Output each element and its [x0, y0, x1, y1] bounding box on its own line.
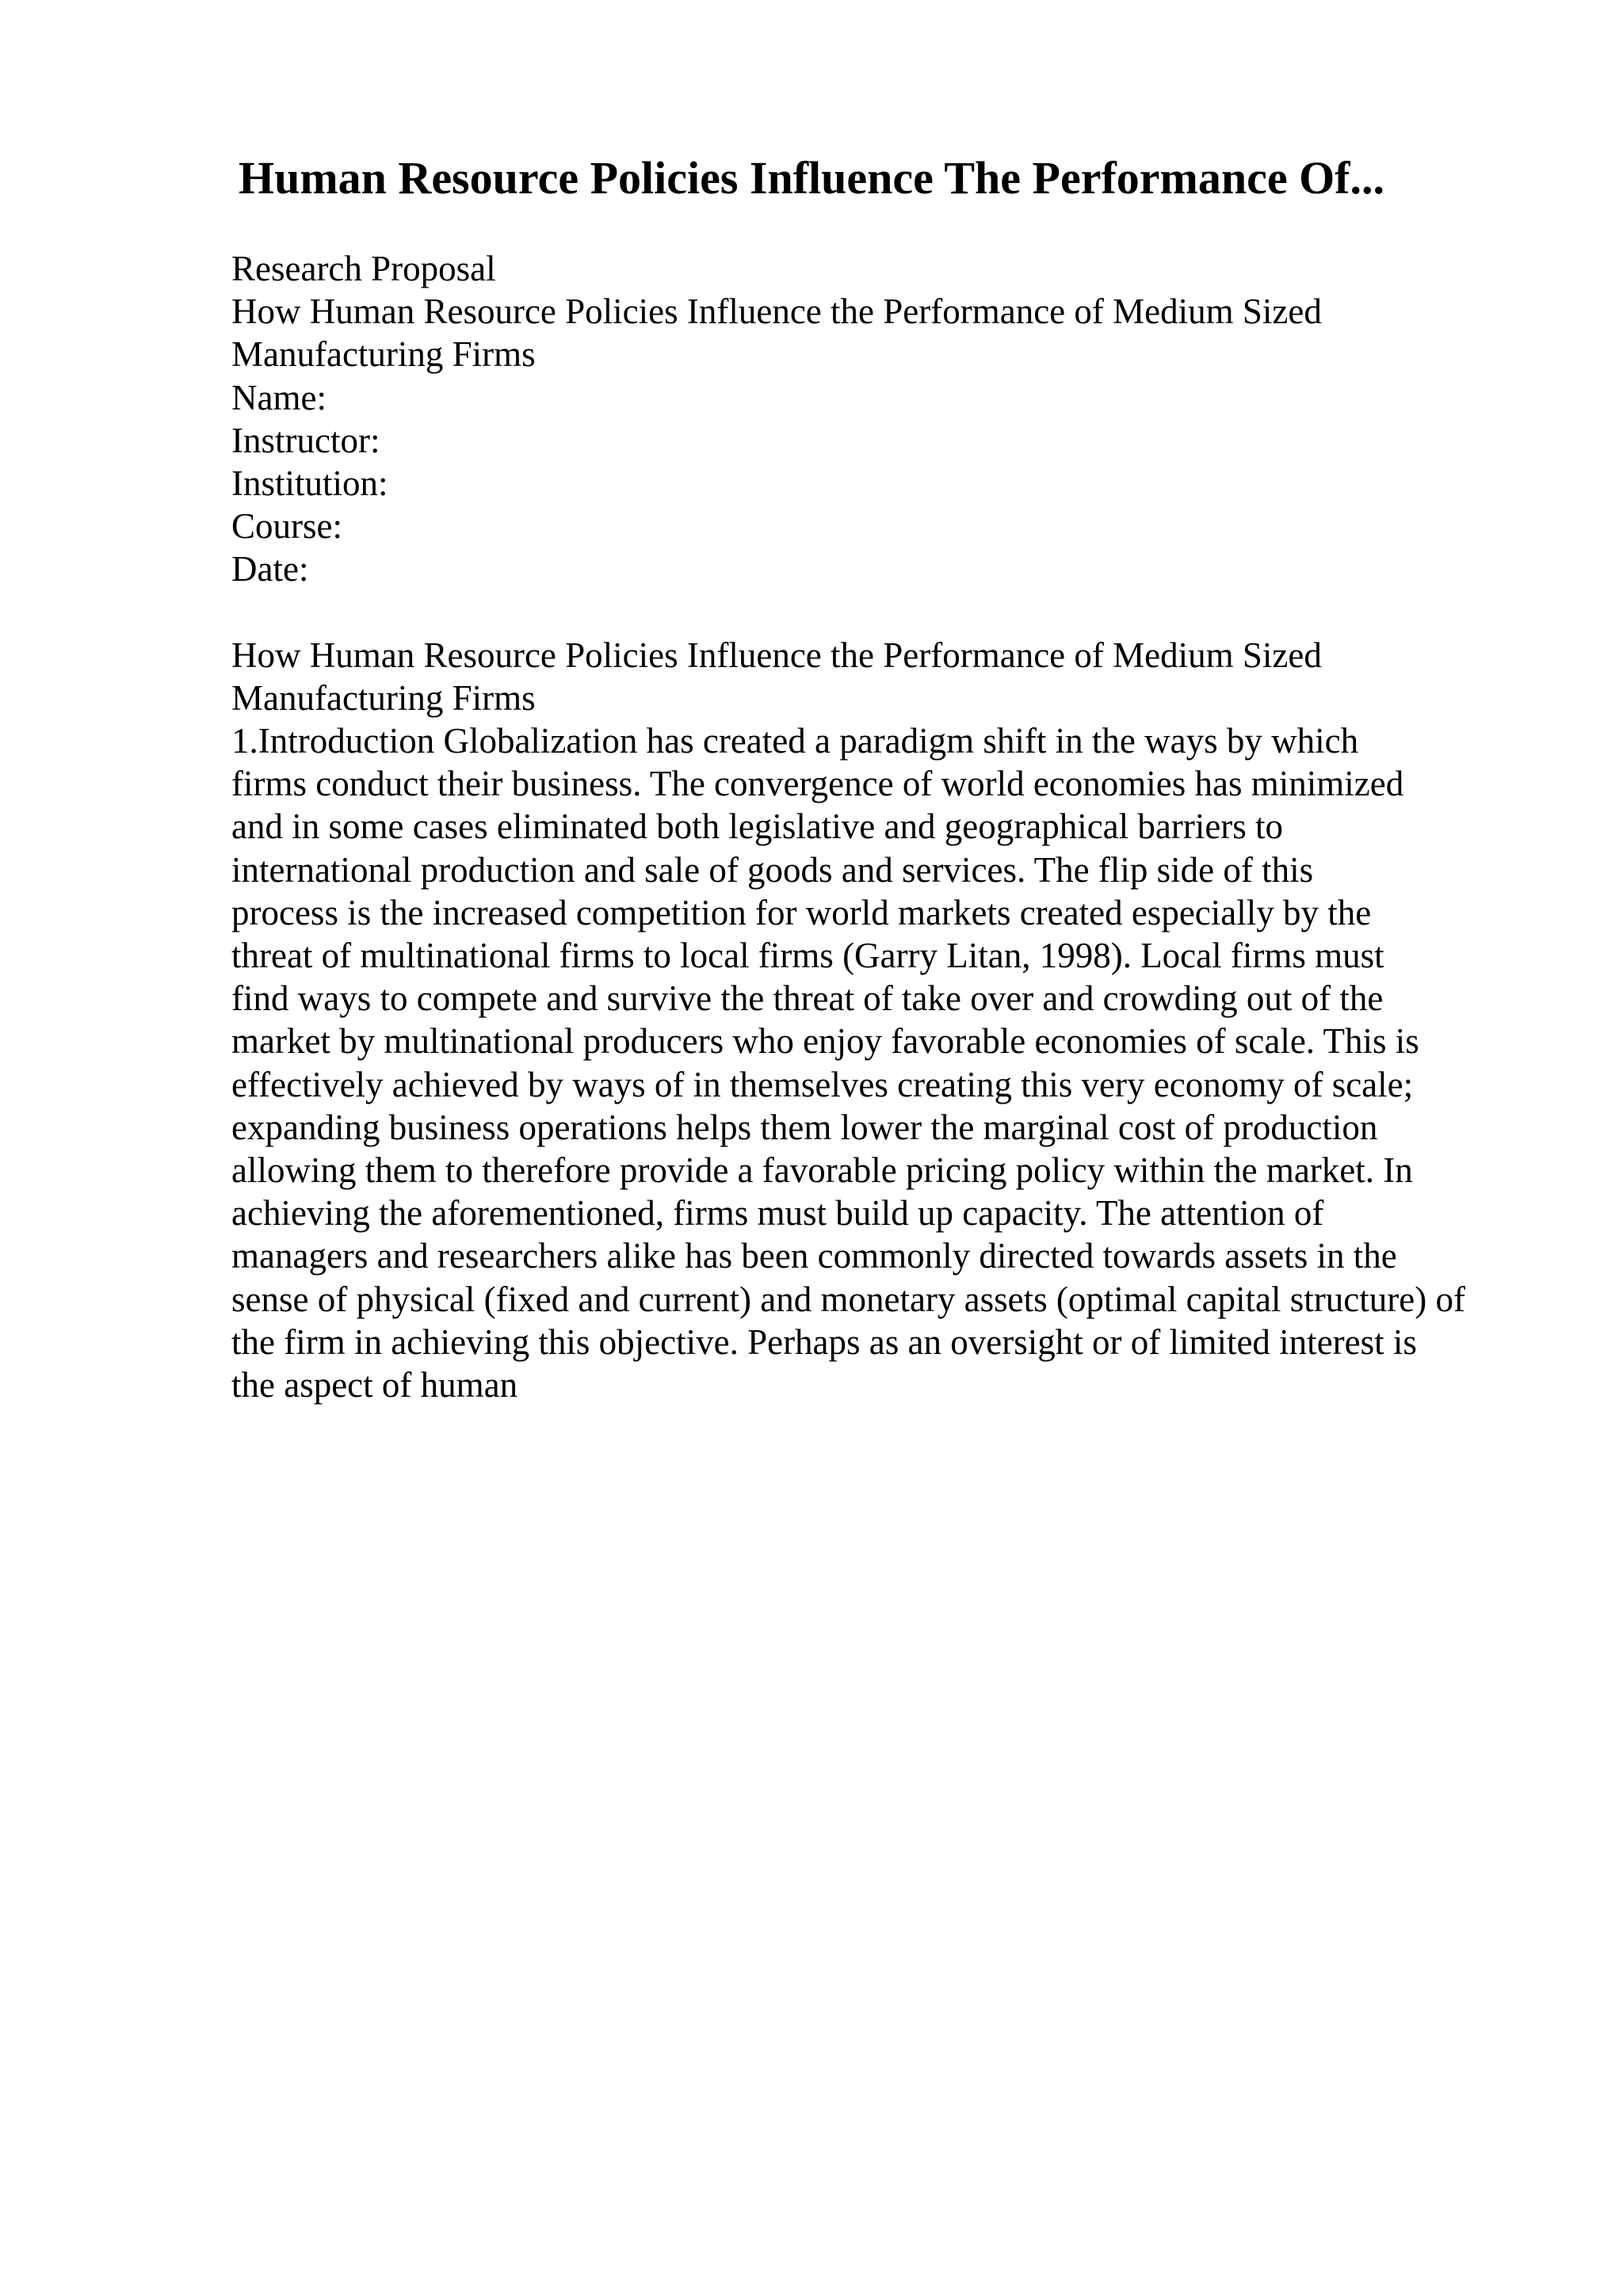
introduction-text-line: and in some cases eliminated both legislative and geographical barriers to [231, 807, 1284, 847]
paragraph-spacer [231, 591, 1579, 634]
introduction-text-line: international production and sale of goods and services. The flip side of this [231, 849, 1314, 890]
introduction-text-line: sense of physical (fixed and current) and monetary assets (optimal capital structure) of [231, 1279, 1465, 1319]
introduction-text-line: threat of multinational firms to local firms (Garry Litan, 1998). Local firms must [231, 936, 1384, 975]
introduction-text-line: the firm in achieving this objective. Perhaps as an oversight or of limited interest is [231, 1322, 1417, 1362]
institution-field-label: Institution: [231, 463, 388, 503]
introduction-text-line: allowing them to therefore provide a favorable pricing policy within the market. In [231, 1150, 1413, 1190]
introduction-text-line: expanding business operations helps them lower the marginal cost of production [231, 1107, 1378, 1147]
document-body [231, 247, 1579, 1406]
introduction-text-line: find ways to compete and survive the threat of take over and crowding out of the [231, 978, 1384, 1019]
proposal-title-line: Manufacturing Firms [231, 334, 536, 375]
introduction-text-line: effectively achieved by ways of in themselves creating this very economy of scale; [231, 1064, 1414, 1104]
proposal-type-label: Research Proposal [231, 249, 496, 288]
introduction-text-line: managers and researchers alike has been commonly directed towards assets in the [231, 1236, 1397, 1276]
introduction-text-line: the aspect of human [231, 1364, 518, 1405]
introduction-text-line: achieving the aforementioned, firms must build up capacity. The attention of [231, 1193, 1324, 1234]
course-field-label: Course: [231, 506, 342, 547]
date-field-label: Date: [231, 549, 309, 589]
proposal-title-line: How Human Resource Policies Influence the Performance of Medium Sized [231, 292, 1322, 332]
name-field-label: Name: [231, 377, 327, 418]
introduction-text-line: market by multinational producers who enjoy favorable economies of scale. This is [231, 1021, 1419, 1062]
section-title-line: Manufacturing Firms [231, 677, 536, 718]
introduction-text-line: 1.Introduction Globalization has created a paradigm shift in the ways by which [231, 721, 1359, 761]
introduction-text-line: firms conduct their business. The convergence of world economies has minimized [231, 764, 1404, 804]
introduction-text-line: process is the increased competition for world markets created especially by the [231, 892, 1372, 933]
document-title: Human Resource Policies Influence The Performance Of... [238, 152, 1384, 204]
instructor-field-label: Instructor: [231, 420, 380, 460]
section-title-line: How Human Resource Policies Influence the Performance of Medium Sized [231, 635, 1322, 675]
